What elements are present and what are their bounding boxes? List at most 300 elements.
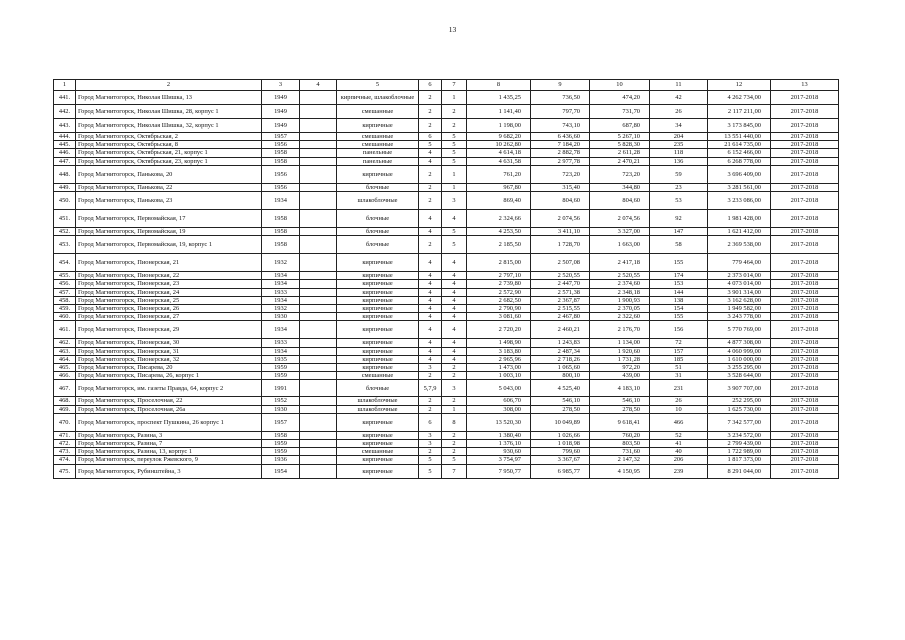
table-cell: 5,7,9 <box>419 380 442 397</box>
table-cell: 231 <box>650 380 708 397</box>
table-cell: 5 <box>442 236 467 254</box>
table-cell: 2017-2018 <box>771 355 839 363</box>
table-cell: 2 611,28 <box>590 149 650 157</box>
table-cell: 1935 <box>262 355 300 363</box>
table-row <box>54 364 839 372</box>
table-cell: 442. <box>54 105 76 119</box>
table-cell: 1933 <box>262 339 300 347</box>
table-cell: 9 618,41 <box>590 413 650 431</box>
table-cell: 1 198,00 <box>467 119 531 133</box>
table-cell: смешанные <box>337 105 419 119</box>
table-cell: 1934 <box>262 321 300 339</box>
table-cell: 5 <box>419 456 442 464</box>
table-cell: 3 327,00 <box>590 228 650 236</box>
table-cell: 2 965,96 <box>467 355 531 363</box>
table-cell: 451. <box>54 210 76 228</box>
table-cell: 458. <box>54 296 76 304</box>
table-cell: 804,60 <box>531 192 590 210</box>
table-cell: 1 621 412,00 <box>708 228 771 236</box>
table-cell: 3 <box>442 192 467 210</box>
table-cell: 2017-2018 <box>771 364 839 372</box>
table-cell: 2 720,20 <box>467 321 531 339</box>
table-cell: 2 520,55 <box>590 272 650 280</box>
column-header: 1 <box>54 80 76 91</box>
table-cell: 4 <box>442 210 467 228</box>
table-cell: 2 467,80 <box>531 313 590 321</box>
table-row <box>54 372 839 380</box>
table-cell: 2 447,70 <box>531 280 590 288</box>
table-cell: кирпичные <box>337 456 419 464</box>
table-cell: 465. <box>54 364 76 372</box>
table-cell: 464. <box>54 355 76 363</box>
table-cell: 4 <box>419 355 442 363</box>
table-cell: кирпичные, шлакоблочные <box>337 91 419 105</box>
table-cell: 2 572,90 <box>467 288 531 296</box>
table-cell: 1 473,00 <box>467 364 531 372</box>
table-cell: 6 436,60 <box>531 133 590 141</box>
table-cell: 5 <box>419 141 442 149</box>
table-row <box>54 149 839 157</box>
table-row <box>54 192 839 210</box>
table-row <box>54 431 839 439</box>
table-cell: 1 134,00 <box>590 339 650 347</box>
table-cell: Город Магнитогорск, Проселочная, 26а <box>76 405 262 413</box>
table-cell: 2017-2018 <box>771 372 839 380</box>
table-cell: 1957 <box>262 133 300 141</box>
table-cell: 1934 <box>262 296 300 304</box>
table-cell: 2 507,08 <box>531 254 590 272</box>
table-cell: 2 <box>419 192 442 210</box>
table-cell: кирпичные <box>337 440 419 448</box>
table-cell: 4 <box>442 280 467 288</box>
table-cell: 1 731,28 <box>590 355 650 363</box>
table-cell: 4 <box>442 254 467 272</box>
table-cell: 138 <box>650 296 708 304</box>
table-cell: 2 370,05 <box>590 305 650 313</box>
table-cell: 1 <box>442 183 467 191</box>
table-cell: 1949 <box>262 105 300 119</box>
table-row <box>54 141 839 149</box>
table-cell: 454. <box>54 254 76 272</box>
table-row <box>54 413 839 431</box>
table-cell: 1958 <box>262 228 300 236</box>
table-cell: 4 060 999,00 <box>708 347 771 355</box>
table-row <box>54 321 839 339</box>
table-cell: 4 073 014,00 <box>708 280 771 288</box>
table-cell: 2017-2018 <box>771 91 839 105</box>
table-cell: 3 255 295,00 <box>708 364 771 372</box>
table-cell: 1930 <box>262 313 300 321</box>
table-cell: 1959 <box>262 440 300 448</box>
table-cell: 31 <box>650 372 708 380</box>
table-cell: 5 <box>419 464 442 478</box>
table-cell: 731,60 <box>590 448 650 456</box>
table-cell: 2017-2018 <box>771 119 839 133</box>
table-cell: 2 374,60 <box>590 280 650 288</box>
table-cell: 1 625 730,00 <box>708 405 771 413</box>
table-cell: 1934 <box>262 347 300 355</box>
table-cell: Город Магнитогорск, Октябрьская, 23, корпус 1 <box>76 157 262 165</box>
table-row <box>54 280 839 288</box>
table-cell: 1 981 428,00 <box>708 210 771 228</box>
table-cell: 2 <box>442 431 467 439</box>
table-cell <box>300 288 337 296</box>
table-cell: Город Магнитогорск, Проселочная, 22 <box>76 397 262 405</box>
table-cell: 972,20 <box>590 364 650 372</box>
table-cell: Город Магнитогорск, Октябрьская, 8 <box>76 141 262 149</box>
table-cell: 4 <box>419 149 442 157</box>
table-cell: 2 977,78 <box>531 157 590 165</box>
table-cell: 2017-2018 <box>771 448 839 456</box>
table-cell <box>300 254 337 272</box>
table-cell: 546,10 <box>590 397 650 405</box>
table-cell: смешанные <box>337 448 419 456</box>
table-cell: 1956 <box>262 165 300 183</box>
table-cell: 2 <box>419 91 442 105</box>
table-cell: 2017-2018 <box>771 272 839 280</box>
table-cell: 967,80 <box>467 183 531 191</box>
table-cell: Город Магнитогорск, Рубинштейна, 3 <box>76 464 262 478</box>
table-cell: 1 141,40 <box>467 105 531 119</box>
table-cell: Город Магнитогорск, Пионерская, 29 <box>76 321 262 339</box>
table-cell: Город Магнитогорск, Пионерская, 21 <box>76 254 262 272</box>
table-cell <box>300 236 337 254</box>
table-cell <box>300 380 337 397</box>
table-cell: 760,20 <box>590 431 650 439</box>
table-cell: 1 376,10 <box>467 440 531 448</box>
table-cell: 471. <box>54 431 76 439</box>
table-row <box>54 105 839 119</box>
table-cell: 460. <box>54 313 76 321</box>
table-cell <box>300 296 337 304</box>
table-cell: 136 <box>650 157 708 165</box>
table-cell: 6 <box>419 413 442 431</box>
table-cell: 3 081,60 <box>467 313 531 321</box>
table-cell <box>300 372 337 380</box>
table-cell: 1 920,60 <box>590 347 650 355</box>
table-cell: 472. <box>54 440 76 448</box>
table-cell <box>300 448 337 456</box>
table-cell: 2 185,50 <box>467 236 531 254</box>
table-cell: 5 <box>442 228 467 236</box>
table-cell: 723,20 <box>531 165 590 183</box>
table-body <box>54 91 839 479</box>
table-cell: 5 <box>442 456 467 464</box>
table-cell: Город Магнитогорск, Николая Шишка, 13 <box>76 91 262 105</box>
column-header: 4 <box>300 80 337 91</box>
table-cell: 470. <box>54 413 76 431</box>
table-cell: 462. <box>54 339 76 347</box>
table-cell: 546,10 <box>531 397 590 405</box>
table-cell: Город Магнитогорск, Первомайская, 19, корпус 1 <box>76 236 262 254</box>
table-row <box>54 456 839 464</box>
table-cell: 2017-2018 <box>771 236 839 254</box>
table-cell: Город Магнитогорск, Пионерская, 26 <box>76 305 262 313</box>
table-cell: 2017-2018 <box>771 313 839 321</box>
column-header: 8 <box>467 80 531 91</box>
table-cell: 2 682,50 <box>467 296 531 304</box>
table-cell <box>300 280 337 288</box>
table-cell: 344,80 <box>590 183 650 191</box>
table-cell: 2 <box>419 397 442 405</box>
table-cell: 449. <box>54 183 76 191</box>
table-cell: кирпичные <box>337 413 419 431</box>
table-cell: 2 369 538,00 <box>708 236 771 254</box>
table-cell: кирпичные <box>337 431 419 439</box>
table-cell: 13 551 440,00 <box>708 133 771 141</box>
table-cell: 59 <box>650 165 708 183</box>
table-cell: 5 <box>442 157 467 165</box>
table-cell: Город Магнитогорск, Разина, 7 <box>76 440 262 448</box>
table-cell: 467. <box>54 380 76 397</box>
table-cell: 461. <box>54 321 76 339</box>
table-cell: 5 267,10 <box>590 133 650 141</box>
table-cell <box>300 405 337 413</box>
table-row <box>54 210 839 228</box>
table-cell: 2017-2018 <box>771 157 839 165</box>
column-header: 9 <box>531 80 590 91</box>
table-cell: 2 367,87 <box>531 296 590 304</box>
table-cell: 2017-2018 <box>771 105 839 119</box>
table-cell: 10 049,89 <box>531 413 590 431</box>
column-header: 10 <box>590 80 650 91</box>
table-cell: Город Магнитогорск, Панькова, 22 <box>76 183 262 191</box>
table-cell: 2 790,90 <box>467 305 531 313</box>
table-cell: 2017-2018 <box>771 321 839 339</box>
table-cell: 2 882,78 <box>531 149 590 157</box>
table-cell: 4 <box>419 305 442 313</box>
table-cell: 2 074,56 <box>590 210 650 228</box>
table-row <box>54 288 839 296</box>
table-cell: 156 <box>650 321 708 339</box>
table-cell: 92 <box>650 210 708 228</box>
table-cell: 4 253,50 <box>467 228 531 236</box>
table-cell: кирпичные <box>337 305 419 313</box>
table-cell: 4 <box>419 321 442 339</box>
table-cell: Город Магнитогорск, переулок Ржевского, 9 <box>76 456 262 464</box>
table-cell: 779 464,00 <box>708 254 771 272</box>
table-cell: 2017-2018 <box>771 397 839 405</box>
table-cell: 2 <box>442 440 467 448</box>
table-cell: 10 <box>650 405 708 413</box>
table-cell: 4 <box>419 347 442 355</box>
table-cell: 1954 <box>262 464 300 478</box>
table-cell: 3 <box>419 431 442 439</box>
table-cell: 2017-2018 <box>771 305 839 313</box>
table-cell: 2 718,26 <box>531 355 590 363</box>
table-cell: 153 <box>650 280 708 288</box>
table-cell: 3 <box>442 380 467 397</box>
table-cell: блочные <box>337 210 419 228</box>
table-cell: 1959 <box>262 364 300 372</box>
table-cell: 4 <box>419 339 442 347</box>
table-cell: 2 324,66 <box>467 210 531 228</box>
table-cell: 4 <box>419 254 442 272</box>
table-cell: 4 <box>419 228 442 236</box>
table-cell: 235 <box>650 141 708 149</box>
table-cell: 452. <box>54 228 76 236</box>
table-cell: Город Магнитогорск, Николая Шишка, 28, корпус 1 <box>76 105 262 119</box>
table-row <box>54 397 839 405</box>
table-cell: 2017-2018 <box>771 228 839 236</box>
table-cell: 3 233 086,00 <box>708 192 771 210</box>
table-cell: 1936 <box>262 456 300 464</box>
table-cell: 1932 <box>262 305 300 313</box>
table-cell: 800,10 <box>531 372 590 380</box>
table-cell: 474. <box>54 456 76 464</box>
table-cell: 2 <box>419 372 442 380</box>
table-cell: шлакоблочные <box>337 405 419 413</box>
table-cell: 2017-2018 <box>771 440 839 448</box>
table-cell: 441. <box>54 91 76 105</box>
table-cell: 2 <box>442 397 467 405</box>
table-cell: 3 696 409,00 <box>708 165 771 183</box>
table-cell: 2017-2018 <box>771 133 839 141</box>
table-cell: 1 498,90 <box>467 339 531 347</box>
table-cell: 1 026,66 <box>531 431 590 439</box>
table-cell: 5 043,00 <box>467 380 531 397</box>
table-cell: 456. <box>54 280 76 288</box>
table-cell <box>300 165 337 183</box>
table-cell: 40 <box>650 448 708 456</box>
table-cell: кирпичные <box>337 464 419 478</box>
table-cell: 731,70 <box>590 105 650 119</box>
table-cell: 2 322,60 <box>590 313 650 321</box>
table-cell: 2017-2018 <box>771 339 839 347</box>
table-row <box>54 183 839 191</box>
column-header: 3 <box>262 80 300 91</box>
table-cell: 799,60 <box>531 448 590 456</box>
table-cell <box>300 149 337 157</box>
table-cell: 9 682,20 <box>467 133 531 141</box>
table-cell: 2 571,38 <box>531 288 590 296</box>
table-cell: 743,10 <box>531 119 590 133</box>
table-cell: 2 815,00 <box>467 254 531 272</box>
table-cell: 206 <box>650 456 708 464</box>
table-cell: 1930 <box>262 405 300 413</box>
table-cell: кирпичные <box>337 119 419 133</box>
table-cell: 2017-2018 <box>771 165 839 183</box>
table-cell: 7 <box>442 464 467 478</box>
table-cell: 6 985,77 <box>531 464 590 478</box>
table-cell: 761,20 <box>467 165 531 183</box>
table-cell: 687,80 <box>590 119 650 133</box>
table-row <box>54 355 839 363</box>
table-cell: 1 018,98 <box>531 440 590 448</box>
table-cell: 3 411,10 <box>531 228 590 236</box>
table-cell: 7 950,77 <box>467 464 531 478</box>
table-cell: Город Магнитогорск, Первомайская, 19 <box>76 228 262 236</box>
table-cell: 2 515,55 <box>531 305 590 313</box>
table-cell: 42 <box>650 91 708 105</box>
column-header: 7 <box>442 80 467 91</box>
table-cell: 930,60 <box>467 448 531 456</box>
table-cell: 3 367,67 <box>531 456 590 464</box>
table-row <box>54 339 839 347</box>
table-cell: 2 348,18 <box>590 288 650 296</box>
table-cell: Город Магнитогорск, Разина, 3 <box>76 431 262 439</box>
table-cell: 4 631,58 <box>467 157 531 165</box>
table-row <box>54 405 839 413</box>
table-row <box>54 165 839 183</box>
table-cell <box>300 313 337 321</box>
table-cell <box>300 339 337 347</box>
table-cell: 4 262 734,00 <box>708 91 771 105</box>
table-cell: Город Магнитогорск, Октябрьская, 2 <box>76 133 262 141</box>
table-cell: 2017-2018 <box>771 456 839 464</box>
table-cell: 26 <box>650 397 708 405</box>
table-cell: 2017-2018 <box>771 296 839 304</box>
table-cell: 3 243 778,00 <box>708 313 771 321</box>
table-cell: 315,40 <box>531 183 590 191</box>
table-cell: 4 <box>442 296 467 304</box>
table-cell: 252 295,00 <box>708 397 771 405</box>
table-cell: кирпичные <box>337 339 419 347</box>
table-cell: 2 147,32 <box>590 456 650 464</box>
table-row <box>54 440 839 448</box>
table-cell: 6 <box>419 133 442 141</box>
table-cell <box>300 119 337 133</box>
table-cell: 1 435,25 <box>467 91 531 105</box>
table-cell: 1958 <box>262 236 300 254</box>
table-cell: 155 <box>650 313 708 321</box>
table-cell: 2 470,21 <box>590 157 650 165</box>
table-row <box>54 119 839 133</box>
table-row <box>54 296 839 304</box>
table-cell: 450. <box>54 192 76 210</box>
table-cell: 447. <box>54 157 76 165</box>
table-cell: 2017-2018 <box>771 280 839 288</box>
table-cell: 4 614,18 <box>467 149 531 157</box>
table-cell: 2017-2018 <box>771 413 839 431</box>
table-cell: кирпичные <box>337 313 419 321</box>
table-cell: 1 243,83 <box>531 339 590 347</box>
table-cell: 2017-2018 <box>771 288 839 296</box>
table-cell <box>300 440 337 448</box>
table-cell: смешанные <box>337 141 419 149</box>
table-cell: 2 <box>419 236 442 254</box>
table-cell: 5 <box>442 133 467 141</box>
table-cell: 4 <box>419 280 442 288</box>
table-cell: 804,60 <box>590 192 650 210</box>
table-cell: 474,20 <box>590 91 650 105</box>
table-cell: блочные <box>337 380 419 397</box>
table-cell: 41 <box>650 440 708 448</box>
table-cell: 2 <box>442 372 467 380</box>
table-cell: Город Магнитогорск, Пионерская, 27 <box>76 313 262 321</box>
table-cell: блочные <box>337 183 419 191</box>
table-cell: 2 074,56 <box>531 210 590 228</box>
table-cell: 1 610 000,00 <box>708 355 771 363</box>
table-cell: 8 <box>442 413 467 431</box>
table-cell <box>300 228 337 236</box>
table-cell: блочные <box>337 236 419 254</box>
table-cell: 8 291 044,00 <box>708 464 771 478</box>
table-cell: 1 <box>442 91 467 105</box>
table-cell: 1958 <box>262 157 300 165</box>
table-cell: 1 900,93 <box>590 296 650 304</box>
table-cell <box>300 305 337 313</box>
table-cell: 444. <box>54 133 76 141</box>
table-cell: 2 <box>442 448 467 456</box>
table-cell: 3 281 561,00 <box>708 183 771 191</box>
table-cell: 2 739,80 <box>467 280 531 288</box>
column-header: 6 <box>419 80 442 91</box>
table-cell: 2017-2018 <box>771 380 839 397</box>
table-cell: 1958 <box>262 210 300 228</box>
table-cell: 1932 <box>262 254 300 272</box>
column-header: 2 <box>76 80 262 91</box>
